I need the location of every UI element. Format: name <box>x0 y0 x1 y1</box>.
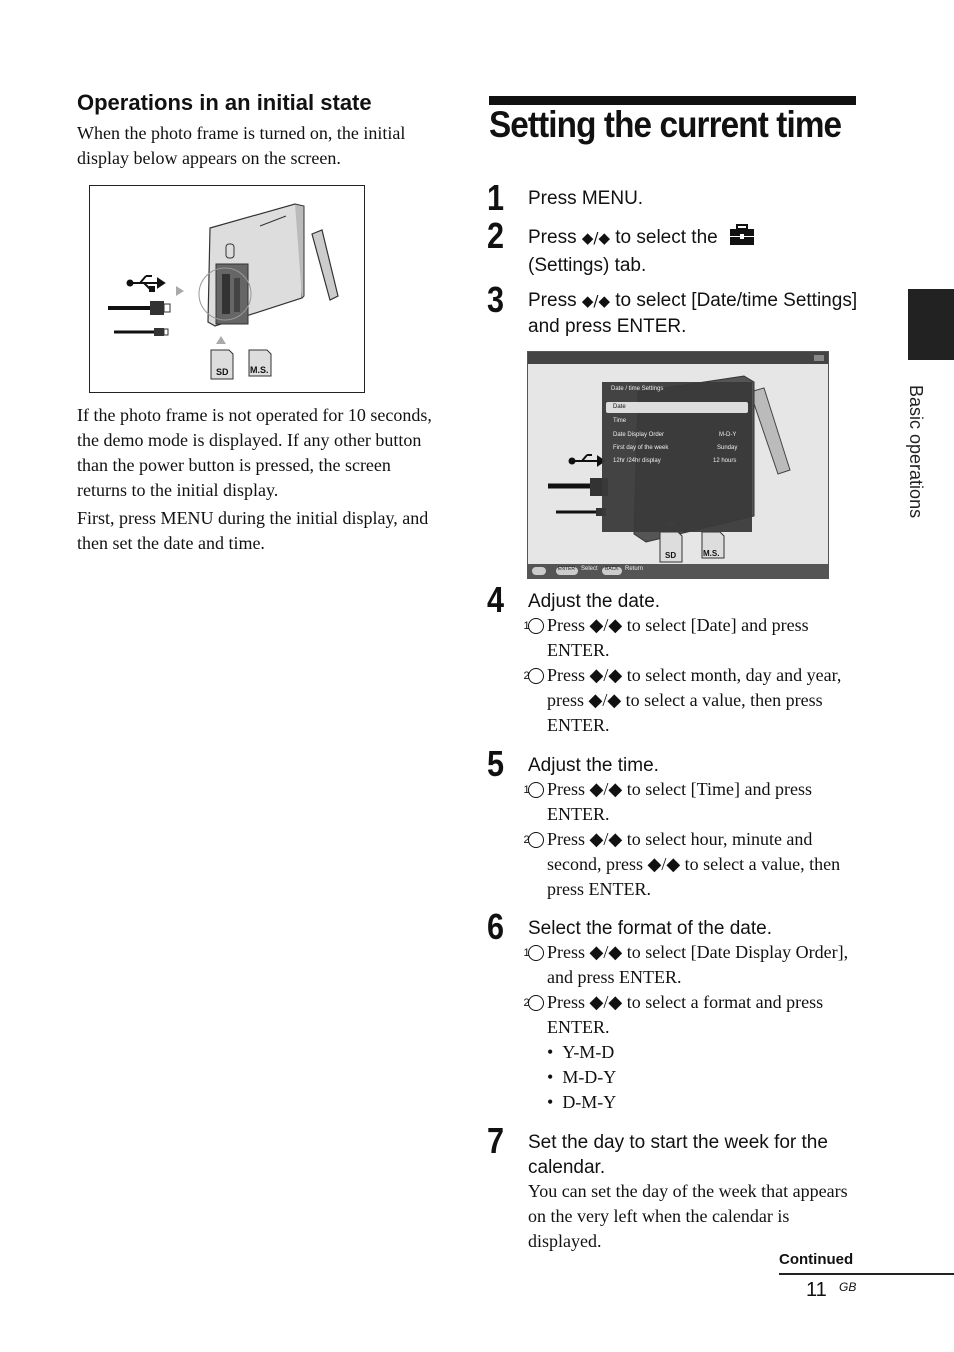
menu-row-first-day-value: Sunday <box>717 445 738 451</box>
menu-row-date-order[interactable]: Date Display Order <box>613 432 665 438</box>
footer-return-label: Return <box>625 566 644 572</box>
step-1-text: Press MENU. <box>528 188 644 209</box>
circle-number-2: 2 <box>528 832 544 848</box>
step-number-3: 3 <box>487 279 505 320</box>
step-number-5: 5 <box>487 743 505 784</box>
step-6-text: Select the format of the date. <box>528 918 772 939</box>
menu-row-date[interactable]: Date <box>613 404 626 410</box>
chapter-tab <box>908 289 954 360</box>
step-2-pre: Press <box>528 227 582 248</box>
toolbox-settings-icon <box>729 224 755 253</box>
page-language: GB <box>839 1280 857 1294</box>
step-3-pre: Press <box>528 290 582 311</box>
step-6-substeps <box>523 940 858 1115</box>
step-number-7: 7 <box>487 1120 505 1161</box>
menu-row-hour-display-value: 12 hours <box>713 458 737 464</box>
menu-row-first-day[interactable]: First day of the week <box>613 445 669 451</box>
step-3-text <box>528 288 858 339</box>
step-number-1: 1 <box>487 177 505 218</box>
step-7-text: Set the day to start the week for the calendar. <box>528 1132 828 1178</box>
chapter-label: Basic operations <box>906 385 926 519</box>
step-3-post: to select [Date/time Settings] and press ENTER. <box>528 290 858 337</box>
demo-mode-paragraph: If the photo frame is not operated for 10 seconds, the demo mode is displayed. If any other button than the power button is pressed, the screen returns to the initial display. <box>77 405 432 500</box>
step-number-2: 2 <box>487 215 505 256</box>
step-6-sub-a: Press ◆/◆ to select [Date Display Order], and press ENTER. <box>547 942 849 987</box>
step-4-sub-b: Press ◆/◆ to select month, day and year, press ◆/◆ to select a value, then press ENTER. <box>547 665 842 735</box>
continued-label: Continued <box>779 1251 854 1268</box>
step-4-substeps <box>523 613 858 738</box>
footer-select-label: Select <box>581 566 598 572</box>
screen-sd-label: SD <box>665 551 677 560</box>
photo-frame-drawing <box>90 186 364 392</box>
circle-number-1: 1 <box>528 618 544 634</box>
format-option: • D-M-Y <box>547 1092 617 1112</box>
page-title: Setting the current time <box>489 104 842 145</box>
intro-paragraph: When the photo frame is turned on, the initial display below appears on the screen. <box>77 123 406 168</box>
down-up-arrows-icon: ◆/◆ <box>581 292 610 310</box>
left-right-arrows-icon: ◆/◆ <box>581 229 610 247</box>
circle-number-1: 1 <box>528 945 544 961</box>
menu-row-time[interactable]: Time <box>613 418 627 424</box>
step-2-text <box>528 224 858 278</box>
circle-number-1: 1 <box>528 782 544 798</box>
step-5-text: Adjust the time. <box>528 755 659 776</box>
footer-rule <box>779 1273 954 1275</box>
sd-card-label: SD <box>216 367 229 377</box>
format-option: • M-D-Y <box>547 1067 617 1087</box>
step-2-post: (Settings) tab. <box>528 255 647 276</box>
step-5-sub-a: Press ◆/◆ to select [Time] and press ENTER. <box>547 779 812 824</box>
step-2-mid: to select the <box>609 227 718 248</box>
settings-screen-drawing <box>528 352 828 578</box>
step-number-6: 6 <box>487 906 505 947</box>
circle-number-2: 2 <box>528 995 544 1011</box>
circle-number-2: 2 <box>528 668 544 684</box>
footer-enter-key: ENTER <box>558 566 575 572</box>
step-7-description: You can set the day of the week that appears on the very left when the calendar is displayed. <box>528 1181 848 1251</box>
menu-title: Date / time Settings <box>611 386 664 392</box>
photo-frame-illustration <box>89 185 365 393</box>
screen-ms-label: M.S. <box>703 549 720 558</box>
section-heading: Operations in an initial state <box>77 90 372 115</box>
menu-row-date-order-value: M-D-Y <box>719 432 737 438</box>
settings-screen-illustration <box>527 351 829 579</box>
step-4-text: Adjust the date. <box>528 591 661 612</box>
ms-card-label: M.S. <box>250 365 269 375</box>
footer-back-key: BACK <box>605 566 619 572</box>
first-step-paragraph: First, press MENU during the initial display, and then set the date and time. <box>77 508 429 553</box>
step-4-sub-a: Press ◆/◆ to select [Date] and press ENTER. <box>547 615 809 660</box>
page-number: 11 <box>806 1279 827 1301</box>
step-6-sub-b: Press ◆/◆ to select a format and press ENTER. <box>547 992 824 1037</box>
menu-row-hour-display[interactable]: 12hr /24hr display <box>613 458 661 464</box>
step-number-4: 4 <box>487 579 505 620</box>
step-5-sub-b: Press ◆/◆ to select hour, minute and second, press ◆/◆ to select a value, then press ENTER. <box>547 829 841 899</box>
format-option: • Y-M-D <box>547 1042 615 1062</box>
step-5-substeps <box>523 777 858 902</box>
